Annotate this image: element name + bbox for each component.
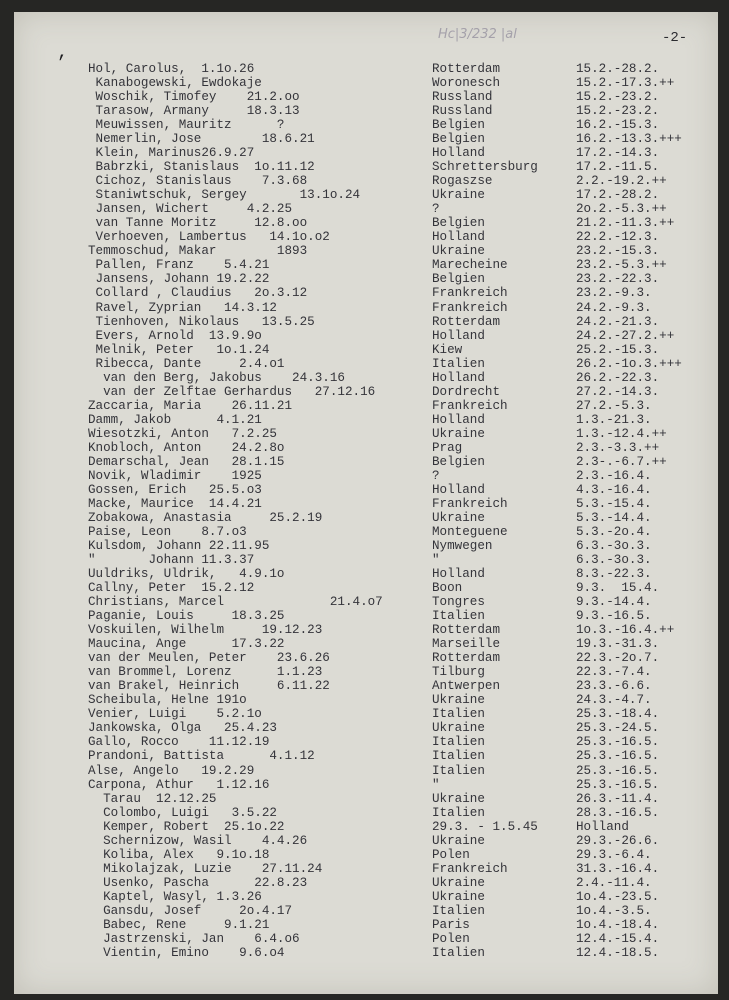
- date-range: 25.2.-15.3.: [576, 342, 660, 357]
- date-range: 9.3. 15.4.: [576, 581, 660, 596]
- date-range: 9.3.-14.4.: [576, 595, 652, 610]
- date-range: 17.2.-11.5.: [576, 160, 660, 175]
- date-range: 23.2.-5.3.++: [576, 258, 667, 273]
- place-name: Tongres: [432, 595, 485, 610]
- person-name: Prandoni, Battista 4.1.12: [88, 749, 315, 764]
- place-name: Frankreich: [432, 398, 508, 413]
- date-range: Holland: [576, 819, 629, 834]
- place-name: Ukraine: [432, 875, 485, 890]
- date-range: 25.3.-16.5.: [576, 735, 660, 750]
- register-row: [0, 764, 729, 778]
- date-range: 1.3.-21.3.: [576, 412, 652, 427]
- register-row: [0, 118, 729, 132]
- place-name: Monteguene: [432, 524, 508, 539]
- person-name: Jansen, Wichert 4.2.25: [88, 202, 293, 217]
- place-name: Frankreich: [432, 300, 508, 315]
- person-name: Zobakowa, Anastasia 25.2.19: [88, 510, 323, 525]
- person-name: Kulsdom, Johann 22.11.95: [88, 539, 270, 554]
- register-row: [0, 104, 729, 118]
- person-name: Tienhoven, Nikolaus 13.5.25: [88, 314, 315, 329]
- person-name: Cichoz, Stanislaus 7.3.68: [88, 174, 308, 189]
- date-range: 17.2.-28.2.: [576, 188, 660, 203]
- place-name: Italien: [432, 805, 485, 820]
- place-name: Rotterdam: [432, 62, 501, 76]
- date-range: 17.2.-14.3.: [576, 146, 660, 161]
- date-range: 2.4.-11.4.: [576, 875, 652, 890]
- date-range: 5.3.-15.4.: [576, 496, 652, 511]
- register-row: [0, 904, 729, 918]
- date-range: 1o.4.-3.5.: [576, 903, 652, 918]
- place-name: Italien: [432, 903, 485, 918]
- date-range: 23.2.-22.3.: [576, 272, 660, 287]
- person-name: Klein, Marinus26.9.27: [88, 146, 255, 161]
- register-row: [0, 862, 729, 876]
- date-range: 12.4.-15.4.: [576, 931, 660, 946]
- date-range: 27.2.-14.3.: [576, 384, 660, 399]
- person-name: Kaptel, Wasyl, 1.3.26: [88, 889, 262, 904]
- register-row: [0, 820, 729, 834]
- place-name: Belgien: [432, 216, 485, 231]
- place-name: Italien: [432, 707, 485, 722]
- place-name: Ukraine: [432, 426, 485, 441]
- place-name: Russland: [432, 104, 493, 119]
- person-name: Venier, Luigi 5.2.1o: [88, 707, 262, 722]
- date-range: 31.3.-16.4.: [576, 861, 660, 876]
- date-range: 1.3.-12.4.++: [576, 426, 667, 441]
- date-range: 25.3.-24.5.: [576, 721, 660, 736]
- date-range: 8.3.-22.3.: [576, 567, 652, 582]
- date-range: 28.3.-16.5.: [576, 805, 660, 820]
- place-name: Frankreich: [432, 496, 508, 511]
- person-name: van Brakel, Heinrich 6.11.22: [88, 679, 330, 694]
- place-name: Holland: [432, 567, 485, 582]
- register-row: [0, 343, 729, 357]
- person-name: Colombo, Luigi 3.5.22: [88, 805, 277, 820]
- place-name: Schrettersburg: [432, 160, 538, 175]
- place-name: Ukraine: [432, 693, 485, 708]
- date-range: 15.2.-17.3.++: [576, 76, 675, 91]
- register-row: [0, 483, 729, 497]
- place-name: Russland: [432, 90, 493, 105]
- register-row: [0, 174, 729, 188]
- register-row: [0, 385, 729, 399]
- register-row: [0, 651, 729, 665]
- person-name: Babrzki, Stanislaus 1o.11.12: [88, 160, 315, 175]
- register-row: [0, 595, 729, 609]
- date-range: 6.3.-3o.3.: [576, 553, 652, 568]
- date-range: 16.2.-15.3.: [576, 118, 660, 133]
- register-row: [0, 511, 729, 525]
- place-name: Prag: [432, 440, 463, 455]
- date-range: 24.2.-27.2.++: [576, 328, 675, 343]
- person-name: Scheibula, Helne 191o: [88, 693, 247, 708]
- person-name: Maucina, Ange 17.3.22: [88, 637, 285, 652]
- person-name: Knobloch, Anton 24.2.8o: [88, 440, 285, 455]
- person-name: Pallen, Franz 5.4.21: [88, 258, 270, 273]
- register-row: [0, 665, 729, 679]
- date-range: 25.3.-18.4.: [576, 707, 660, 722]
- page-number: -2-: [662, 30, 688, 46]
- date-range: 12.4.-18.5.: [576, 945, 660, 960]
- register-row: [0, 693, 729, 707]
- person-name: Vientin, Emino 9.6.o4: [88, 945, 285, 960]
- register-row: [0, 202, 729, 216]
- person-name: Christians, Marcel 21.4.o7: [88, 595, 383, 610]
- person-name: Tarasow, Armany 18.3.13: [88, 104, 300, 119]
- register-row: [0, 357, 729, 371]
- person-name: van Brommel, Lorenz 1.1.23: [88, 665, 323, 680]
- place-name: Italien: [432, 356, 485, 371]
- date-range: 4.3.-16.4.: [576, 482, 652, 497]
- date-range: 2.3-.-6.7.++: [576, 454, 667, 469]
- person-name: Gansdu, Josef 2o.4.17: [88, 903, 293, 918]
- place-name: Belgien: [432, 272, 485, 287]
- place-name: Italien: [432, 749, 485, 764]
- register-row: [0, 315, 729, 329]
- person-name: van der Meulen, Peter 23.6.26: [88, 651, 330, 666]
- register-row: [0, 946, 729, 960]
- register-row: [0, 497, 729, 511]
- date-range: 9.3.-16.5.: [576, 609, 652, 624]
- date-range: 22.3.-2o.7.: [576, 651, 660, 666]
- person-name: Woschik, Timofey 21.2.oo: [88, 90, 300, 105]
- place-name: Ukraine: [432, 889, 485, 904]
- person-name: Uuldriks, Uldrik, 4.9.1o: [88, 567, 285, 582]
- place-name: Belgien: [432, 118, 485, 133]
- place-name: Nymwegen: [432, 539, 493, 554]
- date-range: 27.2.-5.3.: [576, 398, 652, 413]
- place-name: Kiew: [432, 342, 463, 357]
- person-name: Paise, Leon 8.7.o3: [88, 524, 247, 539]
- register-row: [0, 62, 729, 76]
- place-name: Marecheine: [432, 258, 508, 273]
- person-name: Kemper, Robert 25.1o.22: [88, 819, 285, 834]
- person-name: Nemerlin, Jose 18.6.21: [88, 132, 315, 147]
- register-row: [0, 258, 729, 272]
- person-name: van Tanne Moritz 12.8.oo: [88, 216, 308, 231]
- person-name: Verhoeven, Lambertus 14.1o.o2: [88, 230, 330, 245]
- person-name: Ravel, Zyprian 14.3.12: [88, 300, 277, 315]
- date-range: 25.3.-16.5.: [576, 777, 660, 792]
- register-row: [0, 301, 729, 315]
- date-range: 2.3.-3.3.++: [576, 440, 660, 455]
- place-name: Belgien: [432, 132, 485, 147]
- date-range: 22.2.-12.3.: [576, 230, 660, 245]
- person-name: Meuwissen, Mauritz ?: [88, 118, 285, 133]
- margin-mark: ’: [56, 54, 67, 74]
- person-name: Ribecca, Dante 2.4.o1: [88, 356, 285, 371]
- person-name: Kanabogewski, Ewdokaje: [88, 76, 262, 91]
- register-row: [0, 539, 729, 553]
- place-name: Ukraine: [432, 791, 485, 806]
- person-name: Demarschal, Jean 28.1.15: [88, 454, 285, 469]
- register-row: [0, 848, 729, 862]
- person-name: Temmoschud, Makar 1893: [88, 244, 308, 259]
- date-range: 19.3.-31.3.: [576, 637, 660, 652]
- place-name: Rogaszse: [432, 174, 493, 189]
- place-name: ?: [432, 202, 440, 217]
- person-name: " Johann 11.3.37: [88, 553, 255, 568]
- place-name: Holland: [432, 370, 485, 385]
- register-row: [0, 749, 729, 763]
- date-range: 26.2.-1o.3.+++: [576, 356, 682, 371]
- register-row: [0, 413, 729, 427]
- place-name: Rotterdam: [432, 623, 501, 638]
- person-name: Gossen, Erich 25.5.o3: [88, 482, 262, 497]
- person-name: Novik, Wladimir 1925: [88, 468, 262, 483]
- place-name: Ukraine: [432, 721, 485, 736]
- date-range: 22.3.-7.4.: [576, 665, 652, 680]
- date-range: 15.2.-28.2.: [576, 62, 660, 76]
- register-row: [0, 679, 729, 693]
- register-row: [0, 553, 729, 567]
- place-name: ": [432, 553, 440, 568]
- register-row: [0, 286, 729, 300]
- person-name: Tarau 12.12.25: [88, 791, 217, 806]
- date-range: 5.3.-14.4.: [576, 510, 652, 525]
- date-range: 15.2.-23.2.: [576, 90, 660, 105]
- register-row: [0, 890, 729, 904]
- register-row: [0, 329, 729, 343]
- register-row: [0, 441, 729, 455]
- register-row: [0, 371, 729, 385]
- place-name: Frankreich: [432, 861, 508, 876]
- register-row: [0, 581, 729, 595]
- date-range: 29.3.-6.4.: [576, 847, 652, 862]
- place-name: Antwerpen: [432, 679, 501, 694]
- register-row: [0, 244, 729, 258]
- date-range: 24.2.-21.3.: [576, 314, 660, 329]
- place-name: ?: [432, 468, 440, 483]
- date-range: 23.3.-6.6.: [576, 679, 652, 694]
- place-name: Holland: [432, 412, 485, 427]
- archive-stamp: Hc|3/232 |al: [438, 27, 517, 42]
- place-name: Italien: [432, 945, 485, 960]
- place-name: Ukraine: [432, 833, 485, 848]
- place-name: Ukraine: [432, 244, 485, 259]
- place-name: Holland: [432, 482, 485, 497]
- place-name: Dordrecht: [432, 384, 501, 399]
- place-name: Holland: [432, 328, 485, 343]
- person-name: Hol, Carolus, 1.1o.26: [88, 62, 255, 76]
- register-row: [0, 272, 729, 286]
- register-row: [0, 132, 729, 146]
- register-row: [0, 609, 729, 623]
- person-name: Melnik, Peter 1o.1.24: [88, 342, 270, 357]
- date-range: 2o.2.-5.3.++: [576, 202, 667, 217]
- place-name: Paris: [432, 917, 470, 932]
- place-name: Polen: [432, 931, 470, 946]
- place-name: Belgien: [432, 454, 485, 469]
- register-row: [0, 230, 729, 244]
- person-name: Jankowska, Olga 25.4.23: [88, 721, 277, 736]
- place-name: Ukraine: [432, 188, 485, 203]
- register-row: [0, 806, 729, 820]
- person-name: Jastrzenski, Jan 6.4.o6: [88, 931, 300, 946]
- place-name: Italien: [432, 735, 485, 750]
- register-row: [0, 721, 729, 735]
- register-row: [0, 623, 729, 637]
- person-name: Alse, Angelo 19.2.29: [88, 763, 255, 778]
- person-name: Voskuilen, Wilhelm 19.12.23: [88, 623, 323, 638]
- place-name: Ukraine: [432, 510, 485, 525]
- date-range: 26.2.-22.3.: [576, 370, 660, 385]
- register-row: [0, 834, 729, 848]
- date-range: 25.3.-16.5.: [576, 749, 660, 764]
- register-row: [0, 932, 729, 946]
- date-range: 29.3.-26.6.: [576, 833, 660, 848]
- date-range: 1o.4.-18.4.: [576, 917, 660, 932]
- date-range: 6.3.-3o.3.: [576, 539, 652, 554]
- register-row: [0, 707, 729, 721]
- person-name: Koliba, Alex 9.1o.18: [88, 847, 270, 862]
- date-range: 1o.4.-23.5.: [576, 889, 660, 904]
- date-range: 16.2.-13.3.+++: [576, 132, 682, 147]
- register-row: [0, 160, 729, 174]
- place-name: Rotterdam: [432, 314, 501, 329]
- register-row: [0, 735, 729, 749]
- person-name: Jansens, Johann 19.2.22: [88, 272, 270, 287]
- place-name: Italien: [432, 609, 485, 624]
- place-name: 29.3. - 1.5.45: [432, 819, 538, 834]
- register-row: [0, 637, 729, 651]
- place-name: Tilburg: [432, 665, 485, 680]
- person-name: Collard , Claudius 2o.3.12: [88, 286, 308, 301]
- place-name: ": [432, 777, 440, 792]
- register-row: [0, 778, 729, 792]
- person-name: Schernizow, Wasil 4.4.26: [88, 833, 308, 848]
- person-name: Babec, Rene 9.1.21: [88, 917, 270, 932]
- person-name: van der Zelftae Gerhardus 27.12.16: [88, 384, 376, 399]
- register-row: [0, 146, 729, 160]
- register-row: [0, 399, 729, 413]
- register-row: [0, 792, 729, 806]
- person-name: Damm, Jakob 4.1.21: [88, 412, 262, 427]
- person-name: Staniwtschuk, Sergey 13.1o.24: [88, 188, 361, 203]
- place-name: Frankreich: [432, 286, 508, 301]
- person-name: Carpona, Athur 1.12.16: [88, 777, 270, 792]
- date-range: 21.2.-11.3.++: [576, 216, 675, 231]
- person-name: Gallo, Rocco 11.12.19: [88, 735, 270, 750]
- date-range: 2.2.-19.2.++: [576, 174, 667, 189]
- register-row: [0, 876, 729, 890]
- person-name: Usenko, Pascha 22.8.23: [88, 875, 308, 890]
- register-row: [0, 188, 729, 202]
- register-row: [0, 76, 729, 90]
- place-name: Woronesch: [432, 76, 501, 91]
- person-name: Callny, Peter 15.2.12: [88, 581, 255, 596]
- date-range: 2.3.-16.4.: [576, 468, 652, 483]
- place-name: Holland: [432, 146, 485, 161]
- register-row: [0, 90, 729, 104]
- date-range: 24.3.-4.7.: [576, 693, 652, 708]
- date-range: 26.3.-11.4.: [576, 791, 660, 806]
- place-name: Italien: [432, 763, 485, 778]
- place-name: Rotterdam: [432, 651, 501, 666]
- person-name: Macke, Maurice 14.4.21: [88, 496, 262, 511]
- date-range: 23.2.-9.3.: [576, 286, 652, 301]
- date-range: 5.3.-2o.4.: [576, 524, 652, 539]
- register-row: [0, 216, 729, 230]
- register-row: [0, 469, 729, 483]
- person-name: Paganie, Louis 18.3.25: [88, 609, 285, 624]
- date-range: 24.2.-9.3.: [576, 300, 652, 315]
- register-row: [0, 918, 729, 932]
- person-name: Zaccaria, Maria 26.11.21: [88, 398, 293, 413]
- register-row: [0, 455, 729, 469]
- place-name: Holland: [432, 230, 485, 245]
- place-name: Marseille: [432, 637, 501, 652]
- register-row: [0, 567, 729, 581]
- register-row: [0, 427, 729, 441]
- date-range: 1o.3.-16.4.++: [576, 623, 675, 638]
- date-range: 15.2.-23.2.: [576, 104, 660, 119]
- register-row: [0, 525, 729, 539]
- place-name: Boon: [432, 581, 463, 596]
- person-name: Wiesotzki, Anton 7.2.25: [88, 426, 277, 441]
- person-name: Mikolajzak, Luzie 27.11.24: [88, 861, 323, 876]
- date-range: 25.3.-16.5.: [576, 763, 660, 778]
- date-range: 23.2.-15.3.: [576, 244, 660, 259]
- place-name: Polen: [432, 847, 470, 862]
- person-name: Evers, Arnold 13.9.9o: [88, 328, 262, 343]
- person-name: van den Berg, Jakobus 24.3.16: [88, 370, 345, 385]
